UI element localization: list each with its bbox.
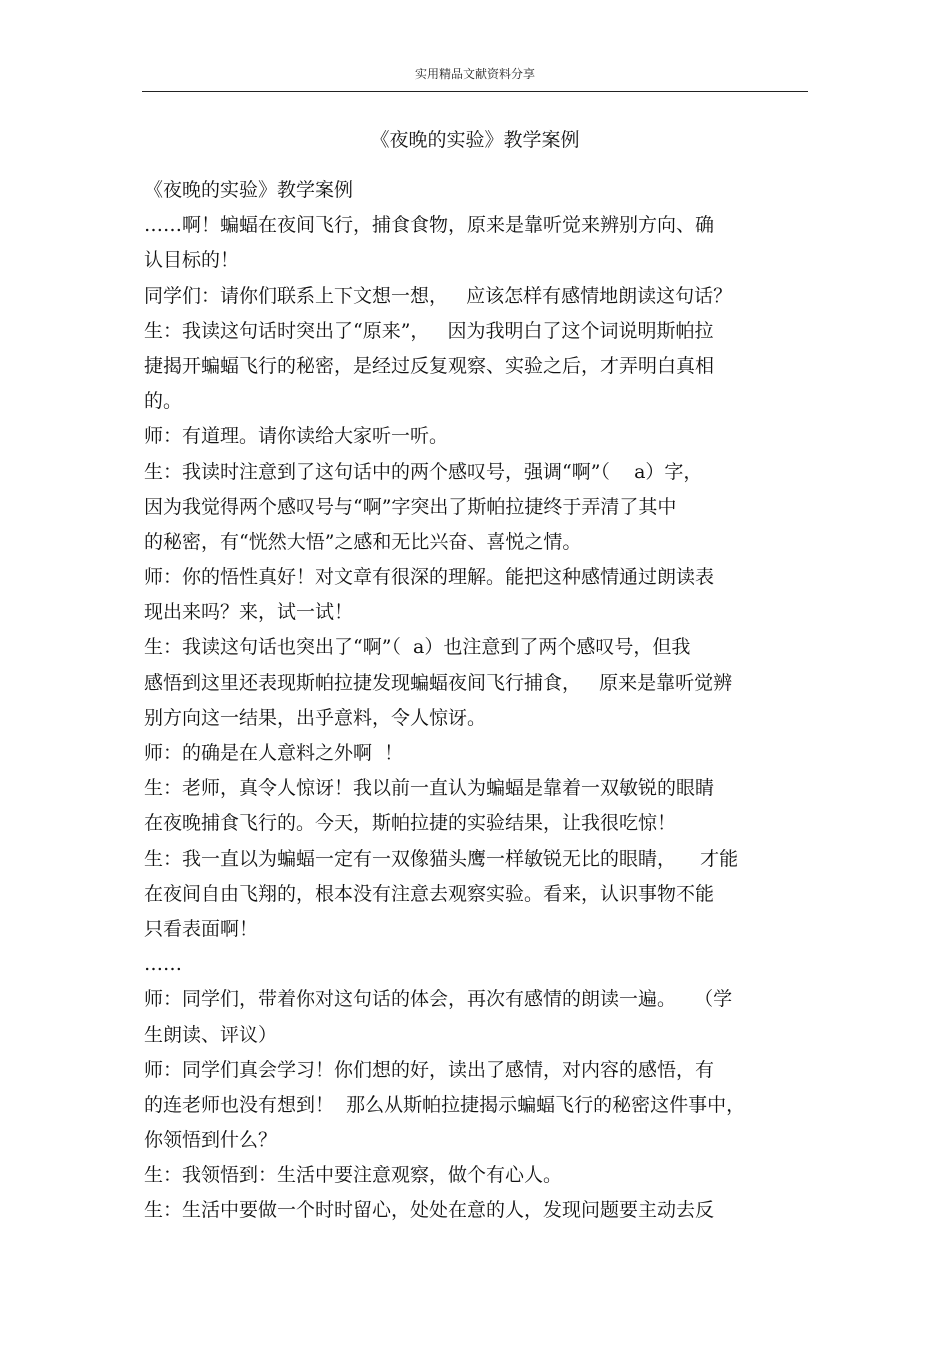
- text-line: 师：同学们真会学习！你们想的好，读出了感情，对内容的感悟，有: [144, 1058, 715, 1081]
- text-line: 生朗读、评议）: [144, 1023, 278, 1046]
- document-title: 《夜晚的实验》教学案例: [370, 129, 580, 151]
- text-line: ……: [144, 953, 182, 976]
- text-line: 在夜晚捕食飞行的。今天，斯帕拉捷的实验结果，让我很吃惊！: [144, 812, 677, 835]
- header-divider: [142, 91, 808, 92]
- text-line: ……啊！蝙蝠在夜间飞行，捕食食物，原来是靠听觉来辨别方向、确: [144, 214, 715, 237]
- text-line: 在夜间自由飞翔的，根本没有注意去观察实验。看来，认识事物不能: [144, 882, 715, 905]
- text-line: 认目标的！: [144, 249, 240, 272]
- text-line: 捷揭开蝙蝠飞行的秘密，是经过反复观察、实验之后，才弄明白真相: [144, 354, 715, 377]
- text-line: 因为我觉得两个感叹号与“啊”字突出了斯帕拉捷终于弄清了其中: [144, 495, 677, 518]
- text-line: 的连老师也没有想到！ 那么从斯帕拉捷揭示蝙蝠飞行的秘密这件事中，: [144, 1093, 746, 1116]
- document-body: [144, 173, 814, 1229]
- text-line: 别方向这一结果，出乎意料，令人惊讶。: [144, 706, 487, 729]
- text-line: 现出来吗？来，试一试！: [144, 601, 354, 624]
- text-line: 生：老师，真令人惊讶！我以前一直认为蝙蝠是靠着一双敏锐的眼睛: [144, 777, 715, 800]
- text-line: 师：有道理。请你读给大家听一听。: [144, 425, 449, 448]
- text-line: 生：我读时注意到了这句话中的两个感叹号，强调“啊”（ a）字，: [144, 460, 703, 483]
- text-line: 师：的确是在人意料之外啊 ！: [144, 742, 404, 764]
- text-line: 的。: [144, 390, 183, 413]
- text-line: 《夜晚的实验》教学案例: [144, 179, 354, 201]
- text-line: 生：生活中要做一个时时留心，处处在意的人，发现问题要主动去反: [144, 1199, 715, 1222]
- text-line: 的秘密，有“恍然大悟”之感和无比兴奋、喜悦之情。: [144, 530, 582, 553]
- text-line: 感悟到这里还表现斯帕拉捷发现蝙蝠夜间飞行捕食， 原来是靠听觉辨: [144, 671, 733, 694]
- text-line: 生：我读这句话也突出了“啊”（ a）也注意到了两个感叹号，但我: [144, 636, 691, 659]
- page-header: 实用精品文献资料分享: [414, 67, 535, 81]
- text-line: 师：你的悟性真好！对文章有很深的理解。能把这种感情通过朗读表: [144, 566, 715, 589]
- text-line: 只看表面啊！: [144, 917, 259, 940]
- text-line: 师：同学们，带着你对这句话的体会，再次有感情的朗读一遍。 （学: [144, 988, 733, 1011]
- text-line: 生：我读这句话时突出了“原来”， 因为我明白了这个词说明斯帕拉: [144, 319, 714, 342]
- text-line: 同学们：请你们联系上下文想一想， 应该怎样有感情地朗读这句话？: [144, 284, 733, 307]
- text-line: 你领悟到什么？: [144, 1129, 278, 1152]
- text-line: 生：我一直以为蝙蝠一定有一双像猫头鹰一样敏锐无比的眼睛， 才能: [144, 847, 739, 870]
- text-line: 生：我领悟到：生活中要注意观察，做个有心人。: [144, 1164, 563, 1187]
